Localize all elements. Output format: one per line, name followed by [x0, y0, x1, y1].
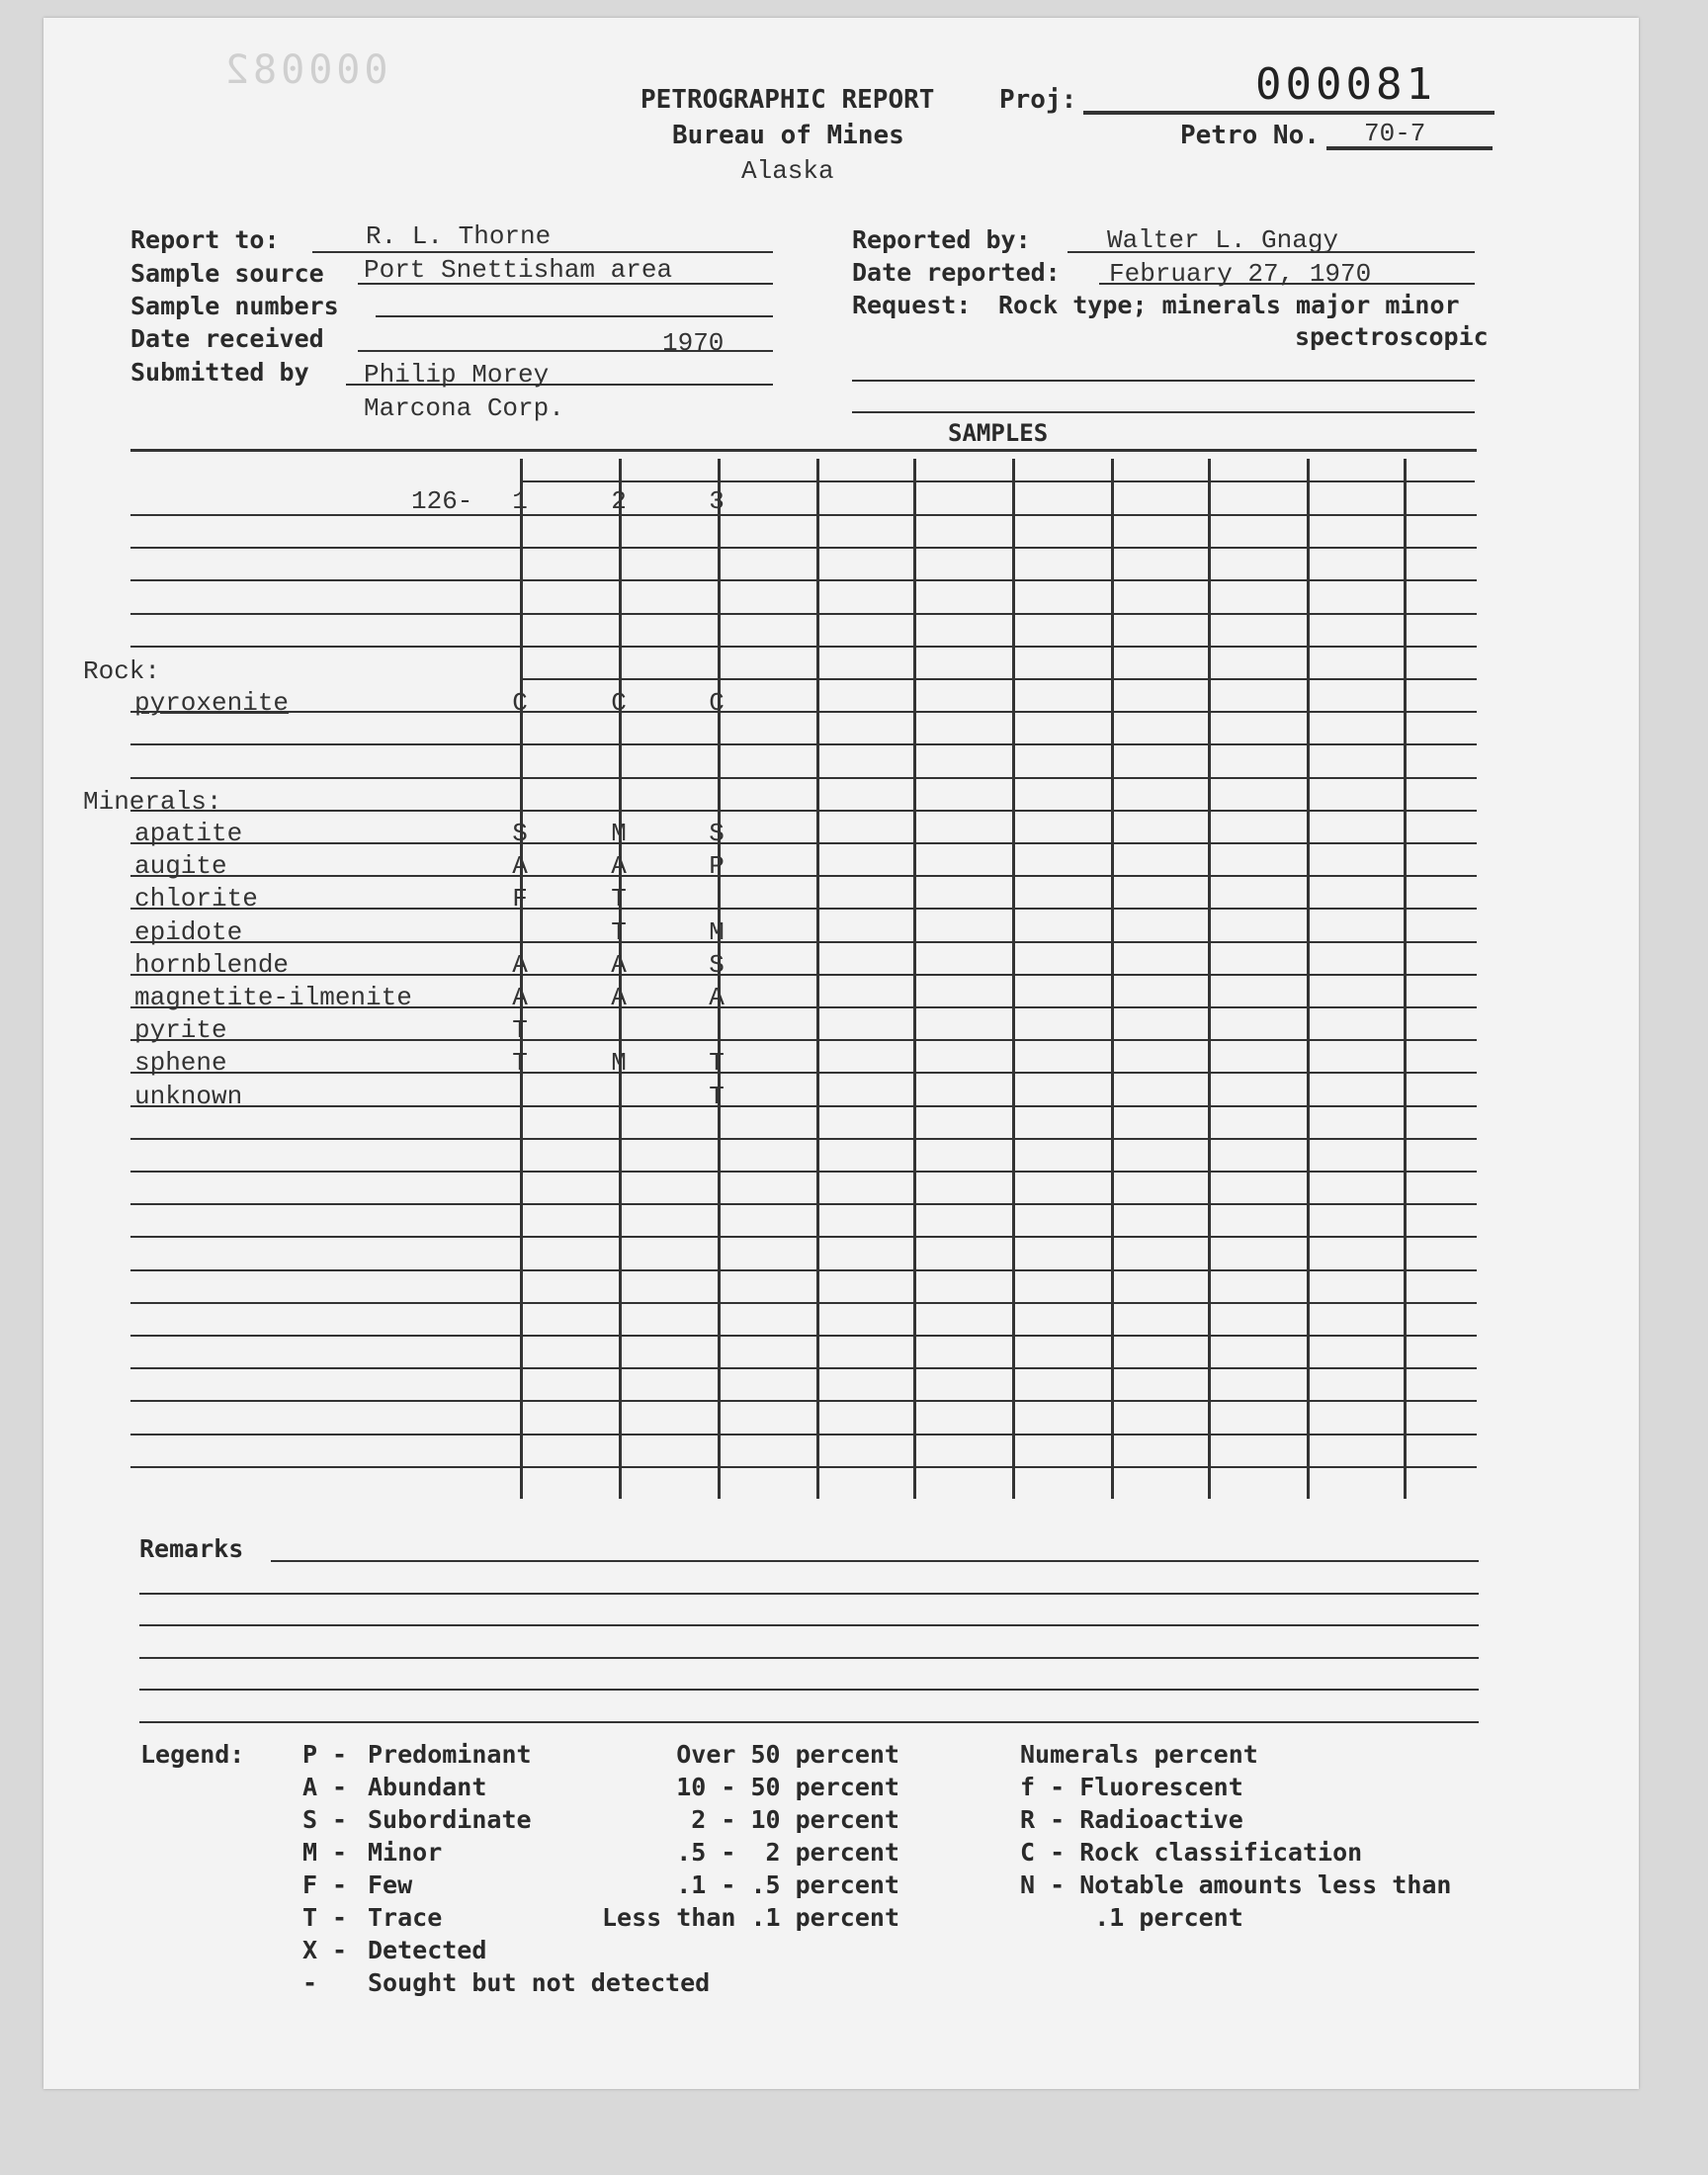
rock-row-value: C	[709, 688, 725, 718]
mineral-row-value: S	[512, 819, 528, 848]
rock-row-name: pyroxenite	[134, 688, 290, 718]
request-label: Request:	[852, 291, 972, 319]
rock-row-value: C	[512, 688, 528, 718]
rock-row-value: C	[611, 688, 627, 718]
mineral-row-value: T	[512, 1048, 528, 1078]
grid-row-line	[130, 842, 1477, 844]
mineral-row-name: chlorite	[134, 884, 258, 914]
grid-row-line	[130, 875, 1477, 877]
date-reported-label: Date reported:	[852, 258, 1061, 287]
legend-right-item: .1 percent	[1020, 1903, 1243, 1932]
date-received-label: Date received	[130, 324, 324, 353]
proj-number-stamp: 000081	[1255, 59, 1436, 110]
reported-by-value: Walter L. Gnagy	[1107, 225, 1339, 255]
legend-meaning: Subordinate	[368, 1805, 532, 1834]
grid-row-line	[130, 1072, 1477, 1074]
grid-row-line	[130, 1335, 1477, 1337]
legend-dash: -	[332, 1936, 348, 1964]
request-line-2: spectroscopic	[1295, 322, 1489, 351]
report-page	[43, 18, 1639, 2089]
sample-source-label: Sample source	[130, 259, 324, 288]
legend-code: -	[302, 1968, 318, 1997]
date-received-value: 1970	[662, 328, 725, 358]
legend-meaning: Minor	[368, 1838, 443, 1867]
mineral-row-value: M	[709, 917, 725, 947]
grid-row-line	[130, 1400, 1477, 1402]
submitted-by-value: Philip Morey	[364, 360, 550, 390]
grid-row-line	[130, 1039, 1477, 1041]
mineral-row-value: F	[512, 884, 528, 914]
samples-heading: SAMPLES	[948, 419, 1049, 447]
report-to-value: R. L. Thorne	[366, 221, 552, 251]
legend-right-item: N - Notable amounts less than	[1020, 1870, 1452, 1899]
mineral-row-value: P	[709, 851, 725, 881]
grid-row-line	[130, 1203, 1477, 1205]
sample-numbers-label: Sample numbers	[130, 292, 339, 320]
legend-right-item: f - Fluorescent	[1020, 1773, 1243, 1801]
mineral-row-value: S	[709, 819, 725, 848]
legend-code: A	[302, 1773, 318, 1801]
mineral-row-name: hornblende	[134, 950, 290, 980]
legend-range: .1 - .5 percent	[676, 1870, 899, 1899]
agency-name: Bureau of Mines	[672, 121, 904, 150]
legend-meaning: Few	[368, 1870, 413, 1899]
sample-column-1: 1	[512, 486, 528, 516]
legend-range: .5 - 2 percent	[676, 1838, 899, 1867]
request-line-1: Rock type; minerals major minor	[998, 291, 1460, 319]
grid-row-line	[130, 613, 1477, 615]
legend-right-item: C - Rock classification	[1020, 1838, 1363, 1867]
grid-row-line	[130, 1466, 1477, 1468]
legend-range: Over 50 percent	[676, 1740, 899, 1769]
grid-row-line	[130, 547, 1477, 549]
legend-meaning: Sought but not detected	[368, 1968, 711, 1997]
mineral-row-value: T	[512, 1015, 528, 1045]
legend-meaning: Predominant	[368, 1740, 532, 1769]
legend-code: X	[302, 1936, 318, 1964]
legend-meaning: Detected	[368, 1936, 487, 1964]
mineral-row-value: T	[709, 1082, 725, 1111]
petro-no-value: 70-7	[1364, 119, 1426, 148]
mineral-row-value: T	[709, 1048, 725, 1078]
mineral-row-value: A	[512, 983, 528, 1012]
mineral-row-value: T	[611, 917, 627, 947]
mineral-row-name: pyrite	[134, 1015, 227, 1045]
mineral-row-name: epidote	[134, 917, 243, 947]
mineral-row-value: A	[709, 983, 725, 1012]
mineral-row-value: A	[611, 851, 627, 881]
petro-no-label: Petro No.	[1180, 121, 1320, 150]
mineral-row-name: augite	[134, 851, 227, 881]
legend-dash: -	[332, 1838, 348, 1867]
mineral-row-name: apatite	[134, 819, 243, 848]
grid-row-line	[520, 678, 1477, 680]
grid-row-line	[130, 810, 1477, 812]
grid-row-line	[130, 579, 1477, 581]
legend-dash: -	[332, 1903, 348, 1932]
grid-row-line	[130, 1434, 1477, 1436]
sample-column-3: 3	[709, 486, 725, 516]
legend-dash: -	[332, 1870, 348, 1899]
mineral-row-value: M	[611, 1048, 627, 1078]
legend-right-item: R - Radioactive	[1020, 1805, 1243, 1834]
mineral-row-name: unknown	[134, 1082, 243, 1111]
proj-label: Proj:	[999, 85, 1077, 115]
mineral-row-value: A	[611, 983, 627, 1012]
report-title: PETROGRAPHIC REPORT	[640, 85, 935, 115]
grid-row-line	[130, 743, 1477, 745]
mineral-row-value: A	[512, 851, 528, 881]
legend-code: M	[302, 1838, 318, 1867]
grid-row-line	[130, 1105, 1477, 1107]
grid-row-line	[130, 1236, 1477, 1238]
grid-row-line	[130, 1171, 1477, 1173]
legend-meaning: Trace	[368, 1903, 443, 1932]
minerals-heading: Minerals:	[83, 787, 222, 817]
submitted-by-org: Marcona Corp.	[364, 393, 564, 423]
sample-prefix: 126-	[411, 486, 473, 516]
date-reported-value: February 27, 1970	[1109, 259, 1372, 289]
legend-range: Less than .1 percent	[601, 1903, 899, 1932]
mineral-row-value: M	[611, 819, 627, 848]
mineral-row-value: T	[611, 884, 627, 914]
legend-dash: -	[332, 1805, 348, 1834]
grid-row-line	[130, 1302, 1477, 1304]
rock-heading: Rock:	[83, 656, 161, 686]
grid-row-line	[130, 941, 1477, 943]
legend-dash: -	[332, 1773, 348, 1801]
legend-label: Legend:	[140, 1740, 245, 1769]
mineral-row-value: A	[512, 950, 528, 980]
legend-right-item: Numerals percent	[1020, 1740, 1258, 1769]
report-to-label: Report to:	[130, 225, 280, 254]
grid-row-line	[130, 1367, 1477, 1369]
remarks-label: Remarks	[139, 1534, 244, 1563]
sample-column-2: 2	[611, 486, 627, 516]
legend-meaning: Abundant	[368, 1773, 487, 1801]
grid-row-line	[130, 646, 1477, 648]
mineral-row-value: A	[611, 950, 627, 980]
legend-range: 2 - 10 percent	[676, 1805, 899, 1834]
bleed-through-number: 000082	[221, 47, 388, 93]
legend-code: P	[302, 1740, 318, 1769]
grid-row-line	[130, 974, 1477, 976]
grid-row-line	[130, 1138, 1477, 1140]
grid-row-line	[130, 514, 1477, 516]
grid-row-line	[130, 711, 1477, 713]
grid-row-line	[130, 908, 1477, 910]
sample-source-value: Port Snettisham area	[364, 255, 673, 285]
legend-code: F	[302, 1870, 318, 1899]
submitted-by-label: Submitted by	[130, 358, 309, 387]
mineral-row-value: S	[709, 950, 725, 980]
legend-code: S	[302, 1805, 318, 1834]
legend-code: T	[302, 1903, 318, 1932]
grid-row-line	[130, 1269, 1477, 1271]
mineral-row-name: sphene	[134, 1048, 227, 1078]
state-name: Alaska	[741, 156, 834, 186]
legend-range: 10 - 50 percent	[676, 1773, 899, 1801]
legend-dash: -	[332, 1740, 348, 1769]
grid-row-line	[130, 777, 1477, 779]
reported-by-label: Reported by:	[852, 225, 1031, 254]
mineral-row-name: magnetite-ilmenite	[134, 983, 412, 1012]
